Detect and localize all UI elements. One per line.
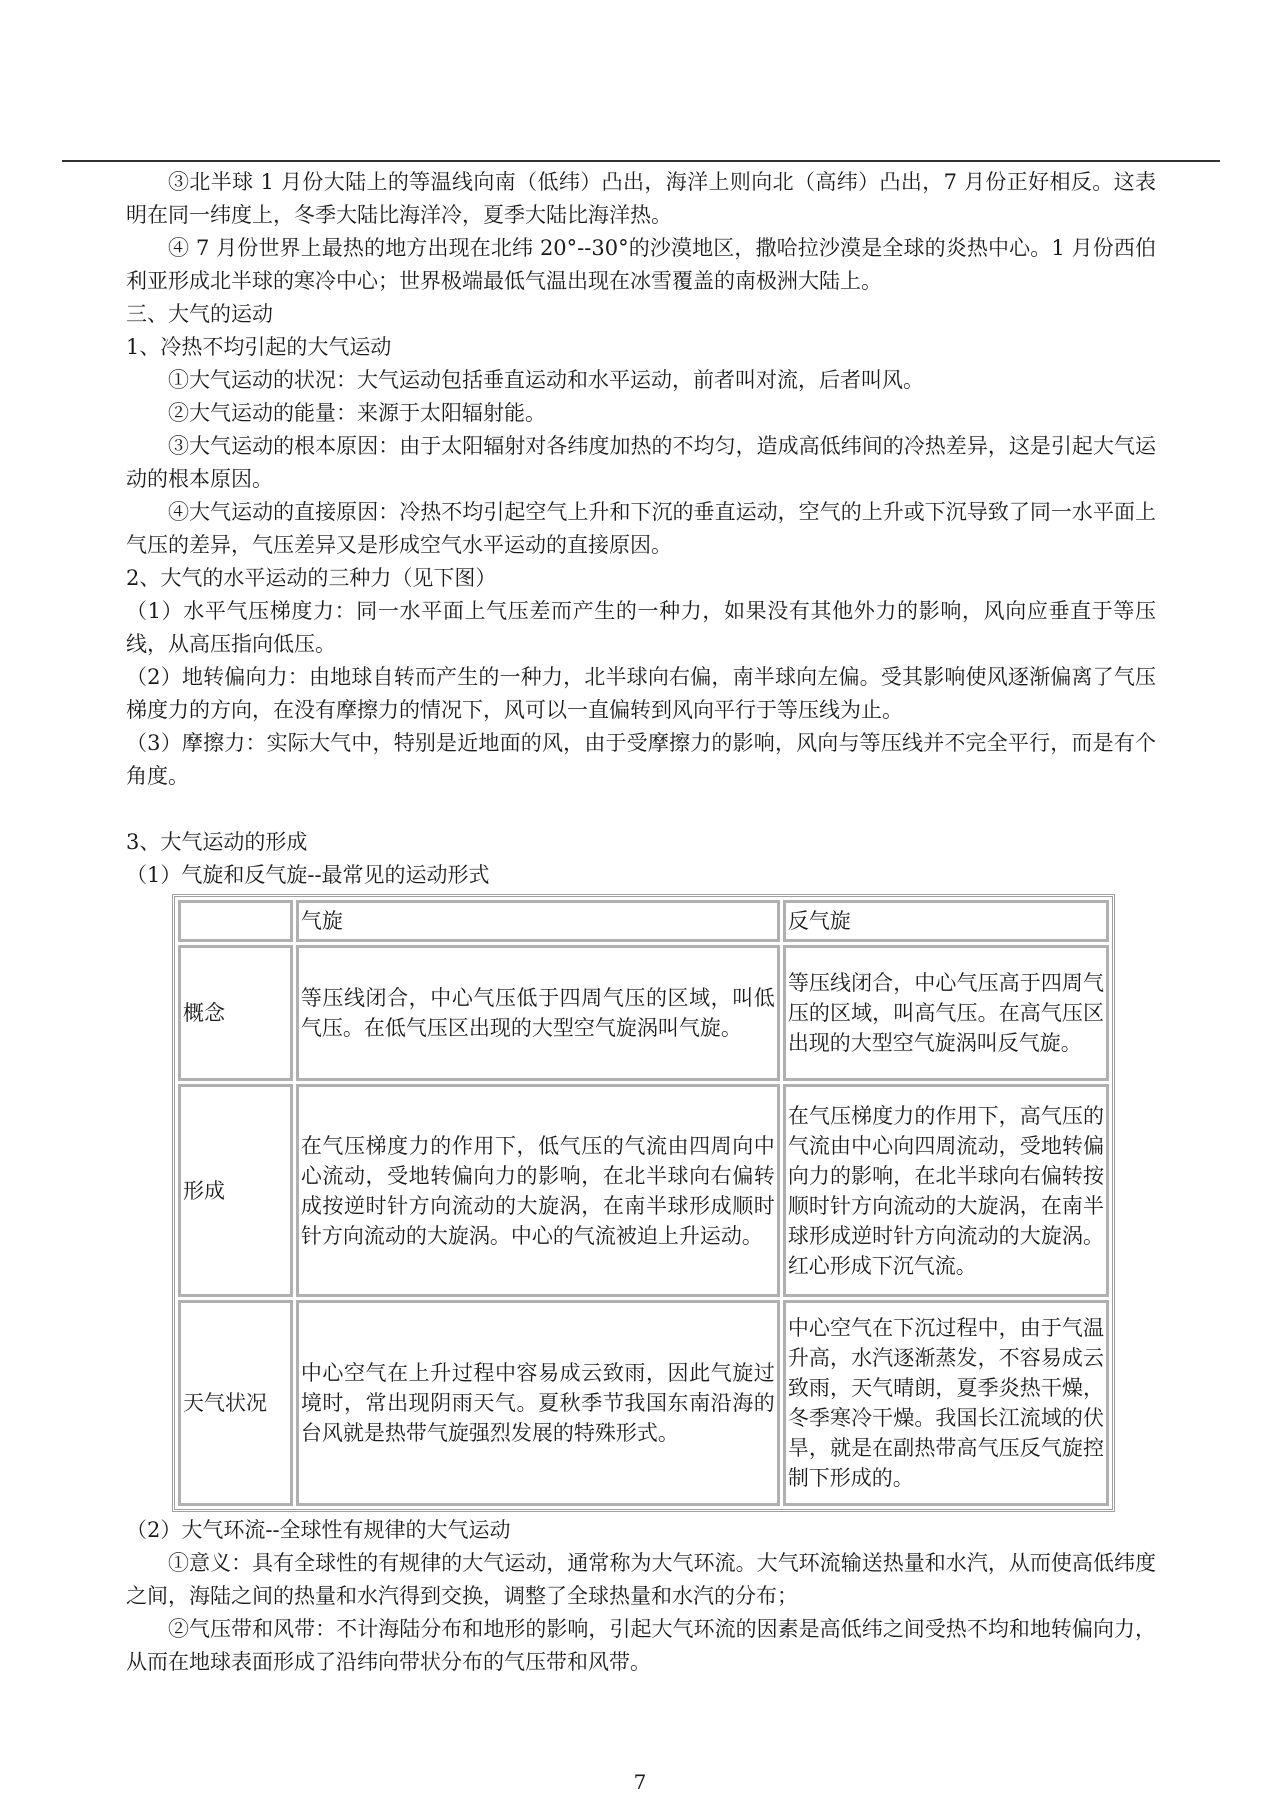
list-item: ②气压带和风带：不计海陆分布和地形的影响，引起大气环流的因素是高低纬之间受热不均和地转偏向力，从而在地球表面形成了沿纬向带状分布的气压带和风带。 xyxy=(126,1617,1156,1674)
section-heading-atmospheric-motion: 三、大气的运动 xyxy=(126,302,273,326)
subsection-heading-three-forces: 2、大气的水平运动的三种力（见下图） xyxy=(126,566,497,590)
table-cell: 等压线闭合，中心气压低于四周气压的区域，叫低气压。在低气压区出现的大型空气旋涡叫气旋。 xyxy=(296,945,780,1081)
subheading-general-circulation: （2）大气环流--全球性有规律的大气运动 xyxy=(126,1518,511,1542)
table-row xyxy=(178,945,1109,1081)
page-number: 7 xyxy=(633,1770,647,1794)
table-row xyxy=(178,1300,1109,1506)
list-item: （1）水平气压梯度力：同一水平面上气压差而产生的一种力，如果没有其他外力的影响，风向应垂直于等压线，从高压指向低压。 xyxy=(126,599,1156,656)
blank-line xyxy=(126,793,1156,826)
subsection-heading-formation: 3、大气运动的形成 xyxy=(126,830,308,854)
table-cell: 中心空气在上升过程中容易成云致雨，因此气旋过境时，常出现阴雨天气。夏秋季节我国东南沿海的台风就是热带气旋强烈发展的特殊形式。 xyxy=(296,1300,780,1506)
list-item: ③大气运动的根本原因：由于太阳辐射对各纬度加热的不均匀，造成高低纬间的冷热差异，这是引起大气运动的根本原因。 xyxy=(126,434,1156,491)
list-item: ②大气运动的能量：来源于太阳辐射能。 xyxy=(168,401,546,425)
table-header-cell: 反气旋 xyxy=(783,900,1109,942)
table-header-cell: 气旋 xyxy=(296,900,780,942)
list-item: （3）摩擦力：实际大气中，特别是近地面的风，由于受摩擦力的影响，风向与等压线并不完全平行，而是有个角度。 xyxy=(126,731,1156,788)
row-label: 形成 xyxy=(178,1084,293,1297)
paragraph-isotherm-january: ③北半球 1 月份大陆上的等温线向南（低纬）凸出，海洋上则向北（高纬）凸出，7 月份正好相反。这表明在同一纬度上，冬季大陆比海洋冷，夏季大陆比海洋热。 xyxy=(126,170,1156,227)
list-item: ①大气运动的状况：大气运动包括垂直运动和水平运动，前者叫对流，后者叫风。 xyxy=(168,368,924,392)
page-content xyxy=(126,166,1156,1679)
list-item: （2）地转偏向力：由地球自转而产生的一种力，北半球向右偏，南半球向左偏。受其影响使风逐渐偏离了气压梯度力的方向，在没有摩擦力的情况下，风可以一直偏转到风向平行于等压线为止。 xyxy=(126,665,1156,722)
subheading-cyclone: （1）气旋和反气旋--最常见的运动形式 xyxy=(126,863,490,887)
table-header-row xyxy=(178,900,1109,942)
row-label: 天气状况 xyxy=(178,1300,293,1506)
table-cell: 中心空气在下沉过程中，由于气温升高，水汽逐渐蒸发，不容易成云致雨，天气晴朗，夏季炎热干燥，冬季寒冷干燥。我国长江流域的伏旱，就是在副热带高气压反气旋控制下形成的。 xyxy=(783,1300,1109,1506)
paragraph-hottest-place: ④ 7 月份世界上最热的地方出现在北纬 20°--30°的沙漠地区，撒哈拉沙漠是全球的炎热中心。1 月份西伯利亚形成北半球的寒冷中心；世界极端最低气温出现在冰雪覆盖的南极洲大陆上。 xyxy=(126,236,1156,293)
table-cell: 在气压梯度力的作用下，高气压的气流由中心向四周流动，受地转偏向力的影响，在北半球向右偏转按顺时针方向流动的大旋涡，在南半球形成逆时针方向流动的大旋涡。红心形成下沉气流。 xyxy=(783,1084,1109,1297)
row-label: 概念 xyxy=(178,945,293,1081)
header-rule xyxy=(62,160,1220,162)
table-row xyxy=(178,1084,1109,1297)
subsection-heading-thermal-circulation: 1、冷热不均引起的大气运动 xyxy=(126,335,392,359)
table-header-cell xyxy=(178,900,293,942)
list-item: ④大气运动的直接原因：冷热不均引起空气上升和下沉的垂直运动，空气的上升或下沉导致了同一水平面上气压的差异，气压差异又是形成空气水平运动的直接原因。 xyxy=(126,500,1156,557)
table-cell: 在气压梯度力的作用下，低气压的气流由四周向中心流动，受地转偏向力的影响，在北半球向右偏转成按逆时针方向流动的大旋涡，在南半球形成顺时针方向流动的大旋涡。中心的气流被迫上升运动。 xyxy=(296,1084,780,1297)
cyclone-comparison-table xyxy=(172,894,1115,1512)
table-cell: 等压线闭合，中心气压高于四周气压的区域，叫高气压。在高气压区出现的大型空气旋涡叫反气旋。 xyxy=(783,945,1109,1081)
list-item: ①意义：具有全球性的有规律的大气运动，通常称为大气环流。大气环流输送热量和水汽，从而使高低纬度之间，海陆之间的热量和水汽得到交换，调整了全球热量和水汽的分布； xyxy=(126,1551,1156,1608)
